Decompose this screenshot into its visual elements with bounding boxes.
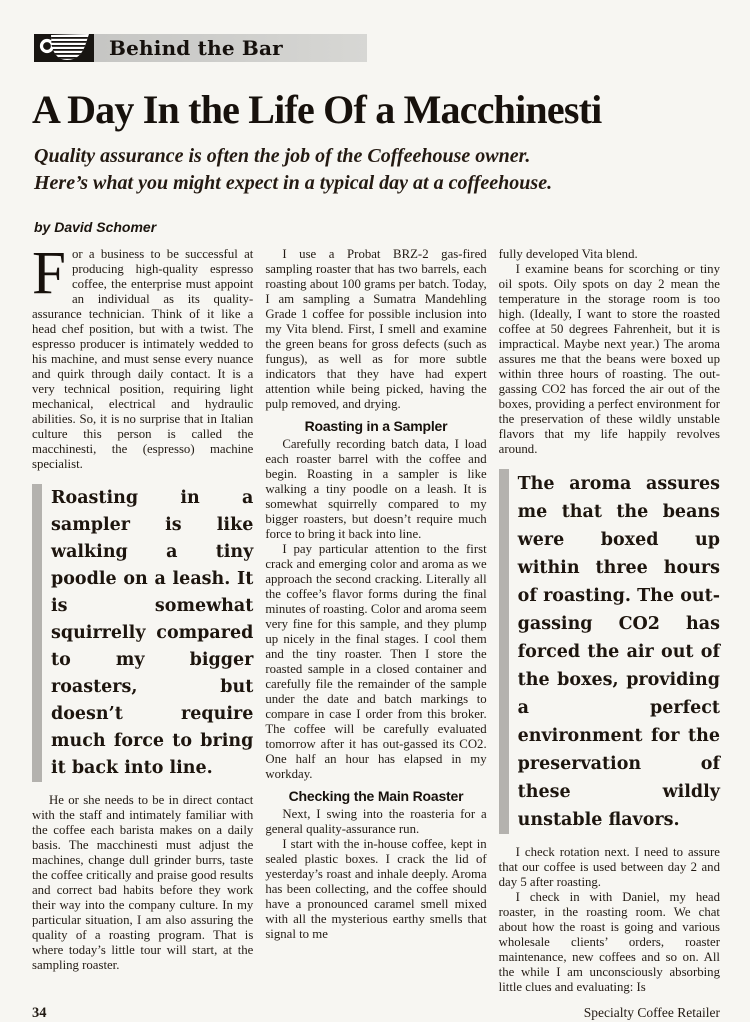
subtitle-line-2: Here’s what you might expect in a typical day at a coffeehouse. — [34, 172, 553, 194]
column-left — [32, 240, 254, 995]
section-header-bar — [34, 34, 367, 62]
page-footer — [32, 995, 720, 1022]
body-paragraph: Next, I swing into the roasteria for a general quality-assurance run. — [265, 807, 487, 836]
body-paragraph — [32, 240, 254, 472]
pull-quote-text: The aroma assures me that the beans were boxed up within three hours of roasting. The out-gassing CO2 has forced the air out of the boxes, providing a perfect environment for the preservation of these wildly unstable flavors. — [517, 474, 720, 830]
body-paragraph: I examine beans for scorching or tiny oil spots. Oily spots on day 2 mean the temperature in the storage room is too high. (Ideally, I want to store the roasted coffee at 50 degrees Fahrenheit, but it is impractical. Maybe next year.) The aroma assures me that the beans were boxed up within three hours of roasting. The out-gassing CO2 has forced the air out of the boxes, providing a perfect environment for the preservation of these wildly unstable flavors that my life happily revolves around. — [498, 262, 720, 456]
publication-name: Specialty Coffee Retailer — [583, 1005, 720, 1020]
body-paragraph: I start with the in-house coffee, kept in sealed plastic boxes. I crack the lid of yesterday’s roast and inhale deeply. Aroma has been collecting, and the coffee should have a pronounced caramel smell mixed with all the mysterious earthy smells that signal to me — [265, 837, 487, 941]
body-paragraph: He or she needs to be in direct contact with the staff and intimately familiar with the coffee each barista makes on a daily basis. The macchinesti must adjust the machines, change dull grinder burrs, taste the coffee critically and praise good results and correct bad habits before they work their way into the company culture. In my particular situation, I am also assuring the quality of a roasting program. That is where today’s little tour will start, at the sampling roaster. — [32, 793, 254, 972]
paragraph-text: or a business to be successful at producing high-quality espresso coffee, the enterprise must appoint an individual as its quality-assurance technician. Think of it like a head chef position, but with a twist. The espresso producer is intimately wedded to his machine, and must sense every nuance and quirk through daily contact. It is a very technical position, requiring light mechanical, electrical and hydraulic abilities. So, it is no surprise that in Italian culture this person is called the macchinesti, the (espresso) machine specialist. — [32, 247, 254, 471]
pull-quote-bar — [499, 469, 509, 834]
subhead-checking-the-main-roaster: Checking the Main Roaster — [288, 788, 464, 804]
pull-quote-text: Roasting in a sampler is like walking a tiny poodle on a leash. It is somewhat squirrelly compared to my bigger roasters, but doesn’t require much force to bring it back into line. — [51, 488, 254, 778]
body-paragraph: I use a Probat BRZ-2 gas-fired sampling roaster that has two barrels, each roasting about 100 grams per batch. Today, I am sampling a Sumatra Mandehling Grade 1 coffee for possible inclusion into my Vita blend. First, I smell and examine the green beans for gross defects (such as fungus), as well as for more subtle indicators that they have had expert attention while being picked, having the pulp removed, and drying. — [265, 247, 487, 411]
pull-quote-left — [32, 484, 253, 782]
body-paragraph: I pay particular attention to the first crack and emerging color and aroma as we approach the second cracking. Literally all the coffee’s flavor forms during the final minutes of roasting. Color and aroma seem very fine for this sample, and they plump up nicely in the final stages. I cool them and the tiny roaster. Then I store the roasted sample in a closed container and carefully file the remainder of the sample under the date and batch markings to compare in case I order from this broker. The coffee will be carefully evaluated tomorrow after it has out-gassed its CO2. One half an hour has elapsed in my workday. — [265, 542, 487, 781]
column-right — [499, 247, 720, 995]
body-paragraph: fully developed Vita blend. — [498, 247, 638, 261]
coffee-cup-icon — [34, 34, 94, 62]
subtitle-line-1: Quality assurance is often the job of the Coffeehouse owner. — [34, 145, 531, 167]
article-body — [32, 240, 720, 995]
article-title: A Day In the Life Of a Macchinesti — [32, 87, 602, 132]
section-label: Behind the Bar — [109, 36, 283, 60]
page-number: 34 — [32, 1005, 47, 1021]
body-paragraph: I check in with Daniel, my head roaster, in the roasting room. We chat about how the roast is going and various wholesale clients’ orders, roaster maintenance, new coffees and so on. All the while I am unconsciously absorbing little clues and evaluating: Is — [498, 890, 720, 994]
drop-cap: F — [32, 240, 66, 307]
byline: by David Schomer — [34, 219, 157, 235]
pull-quote-right — [499, 469, 720, 834]
subhead-roasting-in-a-sampler: Roasting in a Sampler — [304, 418, 448, 434]
body-paragraph: Carefully recording batch data, I load each roaster barrel with the coffee and begin. Roasting in a sampler is like walking a tiny poodle on a leash. It is somewhat squirrelly compared to my bigger roasters, but doesn’t require much force to bring it back into line. — [265, 437, 487, 541]
body-paragraph: I check rotation next. I need to assure that our coffee is used between day 2 and day 5 after roasting. — [498, 845, 720, 889]
article-subtitle — [34, 143, 720, 197]
column-middle — [265, 247, 486, 995]
pull-quote-bar — [32, 484, 42, 782]
